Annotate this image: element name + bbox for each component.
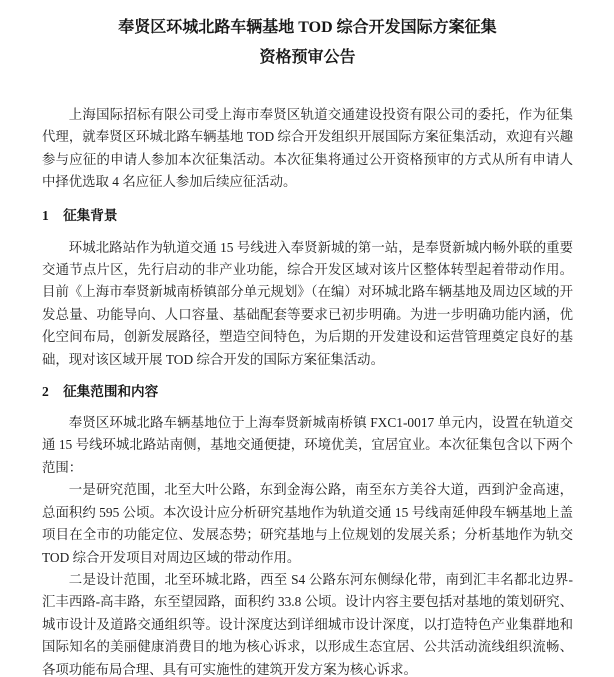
page-title-line-1: 奉贤区环城北路车辆基地 TOD 综合开发国际方案征集 [118, 19, 497, 36]
section-2-heading-label: 征集范围和内容 [63, 384, 159, 400]
section-1-number: 1 [42, 207, 49, 223]
section-2-paragraph-3: 二是设计范围，北至环城北路，西至 S4 公路东河东侧绿化带，南到汇丰名都北边界-汇丰西路-高丰路，东至望园路，面积约 33.8 公顷。设计内容主要包括对基地的策划研究、城市设计及道路交通组织等。设计深度达到详细城市设计深度，以打造特色产业集群地和国际知名的美丽健康消费目的地为核心诉求，以形成生态宜居、公共活动流线组织流畅、各项功能布局合理、具有可实施性的建筑开发方案为核心诉求。 [42, 571, 573, 677]
section-1-heading-label: 征集背景 [63, 207, 118, 223]
section-1-body [42, 237, 573, 371]
section-2-body [42, 412, 573, 677]
section-1-heading [42, 207, 573, 225]
section-2-number: 2 [42, 384, 49, 400]
section-1-paragraph-1: 环城北路站作为轨道交通 15 号线进入奉贤新城的第一站，是奉贤新城内畅外联的重要交通节点片区，先行启动的非产业功能，综合开发区域对该片区整体转型起着带动作用。目前《上海市奉贤新城南桥镇部分单元规划》（在编）对环城北路车辆基地及周边区域的开发总量、功能导向、人口容量、基础配套等要求已初步明确。为进一步明确功能内涵，优化空间布局，创新发展路径，塑造空间特色，为后期的开发建设和运营管理奠定良好的基础，现对该区域开展 TOD 综合开发的国际方案征集活动。 [42, 239, 573, 367]
section-2-paragraph-2: 一是研究范围，北至大叶公路，东到金海公路，南至东方美谷大道，西到沪金高速，总面积约 595 公顷。本次设计应分析研究基地作为轨道交通 15 号线南延伸段车辆基地上盖项目在全市的功能定位、发展态势；研究基地与上位规划的发展关系；分析基地作为轨交 TOD 综合开发项目对周边区域的带动作用。 [42, 482, 573, 565]
section-2-heading [42, 383, 573, 401]
section-2-paragraph-1: 奉贤区环城北路车辆基地位于上海奉贤新城南桥镇 FXC1-0017 单元内，设置在轨道交通 15 号线环城北路站南侧，基地交通便捷，环境优美，宜居宜业。本次征集包含以下两个范围： [42, 415, 573, 475]
page-title-line-2: 资格预审公告 [259, 49, 356, 66]
intro-block [42, 104, 573, 194]
intro-paragraph: 上海国际招标有限公司受上海市奉贤区轨道交通建设投资有限公司的委托，作为征集代理，就奉贤区环城北路车辆基地 TOD 综合开发组织开展国际方案征集活动，欢迎有兴趣参与应征的申请人参加本次征集活动。本次征集将通过公开资格预审的方式从所有申请人中择优选取 4 名应征人参加后续应征活动。 [42, 107, 573, 190]
